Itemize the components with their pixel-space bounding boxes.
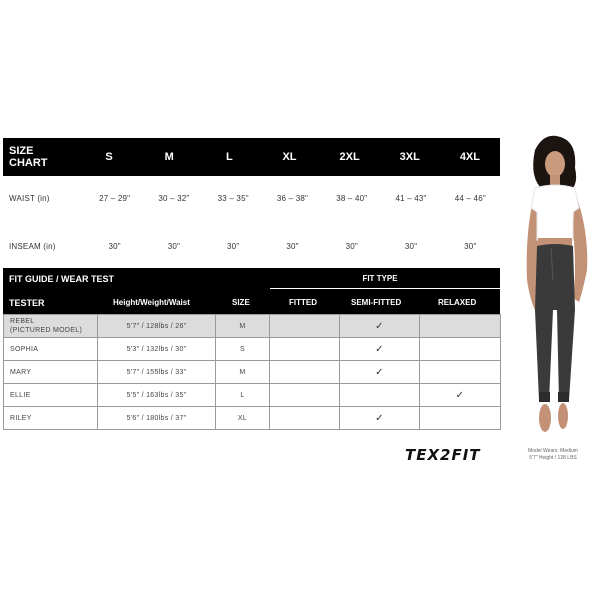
tester-size: XL — [216, 407, 270, 430]
tester-name: MARY — [4, 361, 98, 384]
waist-value: 27 – 29" — [99, 193, 131, 203]
size-col-m: M — [164, 151, 174, 163]
size-col-xl: XL — [282, 151, 297, 163]
inseam-label: INSEAM (in) — [9, 241, 56, 251]
model-pants — [535, 244, 575, 402]
tester-measurements: 5'7" / 155lbs / 33" — [98, 361, 216, 384]
model-right-foot — [558, 403, 568, 429]
col-semi-fitted: SEMI-FITTED — [351, 298, 402, 307]
fit-guide-column-headers — [3, 290, 500, 314]
col-tester: TESTER — [9, 298, 45, 308]
col-size: SIZE — [232, 298, 250, 307]
relaxed-cell — [420, 315, 501, 338]
tester-name: SOPHIA — [4, 338, 98, 361]
waist-value: 36 – 38" — [276, 193, 309, 203]
tester-measurements: 5'7" / 128lbs / 26" — [98, 315, 216, 338]
check-icon: ✓ — [375, 343, 384, 355]
semi-fitted-cell — [340, 407, 420, 430]
waist-value: 41 – 43" — [395, 193, 427, 203]
fitted-cell — [270, 315, 340, 338]
inseam-value: 30" — [227, 241, 240, 251]
tester-row — [4, 384, 501, 407]
inseam-value: 30" — [404, 241, 418, 251]
size-chart-title: SIZE CHART — [9, 145, 48, 169]
size-col-3xl: 3XL — [399, 151, 420, 163]
size-col-s: S — [105, 151, 113, 163]
semi-fitted-cell — [340, 384, 420, 407]
fitted-cell — [270, 384, 340, 407]
tester-row — [4, 338, 501, 361]
tester-name: RILEY — [4, 407, 98, 430]
inseam-value: 30" — [286, 241, 299, 251]
model-shirt — [531, 185, 579, 243]
model-face — [545, 151, 565, 177]
waist-value: 38 – 40" — [336, 193, 368, 203]
model-note-height: 5'7" Height / 128 LBS — [529, 455, 577, 461]
waist-value: 33 – 35" — [217, 193, 249, 203]
relaxed-cell — [420, 407, 501, 430]
inseam-row — [3, 220, 500, 272]
fitted-cell — [270, 338, 340, 361]
check-icon: ✓ — [455, 389, 465, 401]
fit-guide-table — [3, 314, 501, 430]
fit-guide-header — [3, 268, 500, 290]
col-measurements: Height/Weight/Waist — [113, 298, 190, 307]
size-chart — [3, 138, 500, 272]
fit-guide — [3, 268, 500, 430]
col-relaxed: RELAXED — [438, 298, 477, 307]
tester-row — [4, 361, 501, 384]
check-icon: ✓ — [375, 320, 384, 332]
fitted-cell — [270, 407, 340, 430]
brand-logo: TEX2FIT — [405, 446, 481, 464]
model-note-size: Model Wears: Medium — [528, 448, 578, 454]
check-icon: ✓ — [375, 366, 384, 378]
fitted-cell — [270, 361, 340, 384]
relaxed-cell — [420, 338, 501, 361]
semi-fitted-cell — [340, 315, 420, 338]
size-col-2xl: 2XL — [339, 151, 360, 163]
tester-measurements: 5'5" / 163lbs / 35" — [98, 384, 216, 407]
model-note — [517, 448, 589, 462]
waist-value: 30 – 32" — [158, 193, 190, 203]
relaxed-cell — [420, 384, 501, 407]
size-chart-header — [3, 138, 500, 176]
semi-fitted-cell — [340, 338, 420, 361]
size-col-l: L — [225, 151, 233, 163]
fit-type-divider — [270, 288, 500, 289]
semi-fitted-cell — [340, 361, 420, 384]
tester-measurements: 5'3" / 132lbs / 30" — [98, 338, 216, 361]
tester-name: ELLIE — [4, 384, 98, 407]
tester-name: REBEL (PICTURED MODEL) — [4, 315, 98, 338]
tester-size: M — [216, 361, 270, 384]
fit-guide-title: FIT GUIDE / WEAR TEST — [9, 274, 114, 284]
check-icon: ✓ — [375, 412, 384, 424]
size-col-4xl: 4XL — [459, 151, 480, 163]
inseam-value: 30" — [167, 241, 181, 251]
tester-size: S — [216, 338, 270, 361]
tester-size: M — [216, 315, 270, 338]
col-fitted: FITTED — [289, 298, 317, 307]
relaxed-cell — [420, 361, 501, 384]
waist-row — [3, 176, 500, 220]
model-left-foot — [539, 404, 551, 432]
inseam-value: 30" — [108, 241, 121, 251]
tester-measurements: 5'6" / 180lbs / 37" — [98, 407, 216, 430]
inseam-value: 30" — [345, 241, 358, 251]
tester-row — [4, 315, 501, 338]
fit-type-label: FIT TYPE — [362, 274, 398, 283]
tester-row — [4, 407, 501, 430]
tester-size: L — [216, 384, 270, 407]
waist-value: 44 – 46" — [454, 193, 486, 203]
inseam-value: 30" — [464, 241, 477, 251]
waist-label: WAIST (in) — [9, 193, 50, 203]
model-photo — [505, 130, 600, 440]
